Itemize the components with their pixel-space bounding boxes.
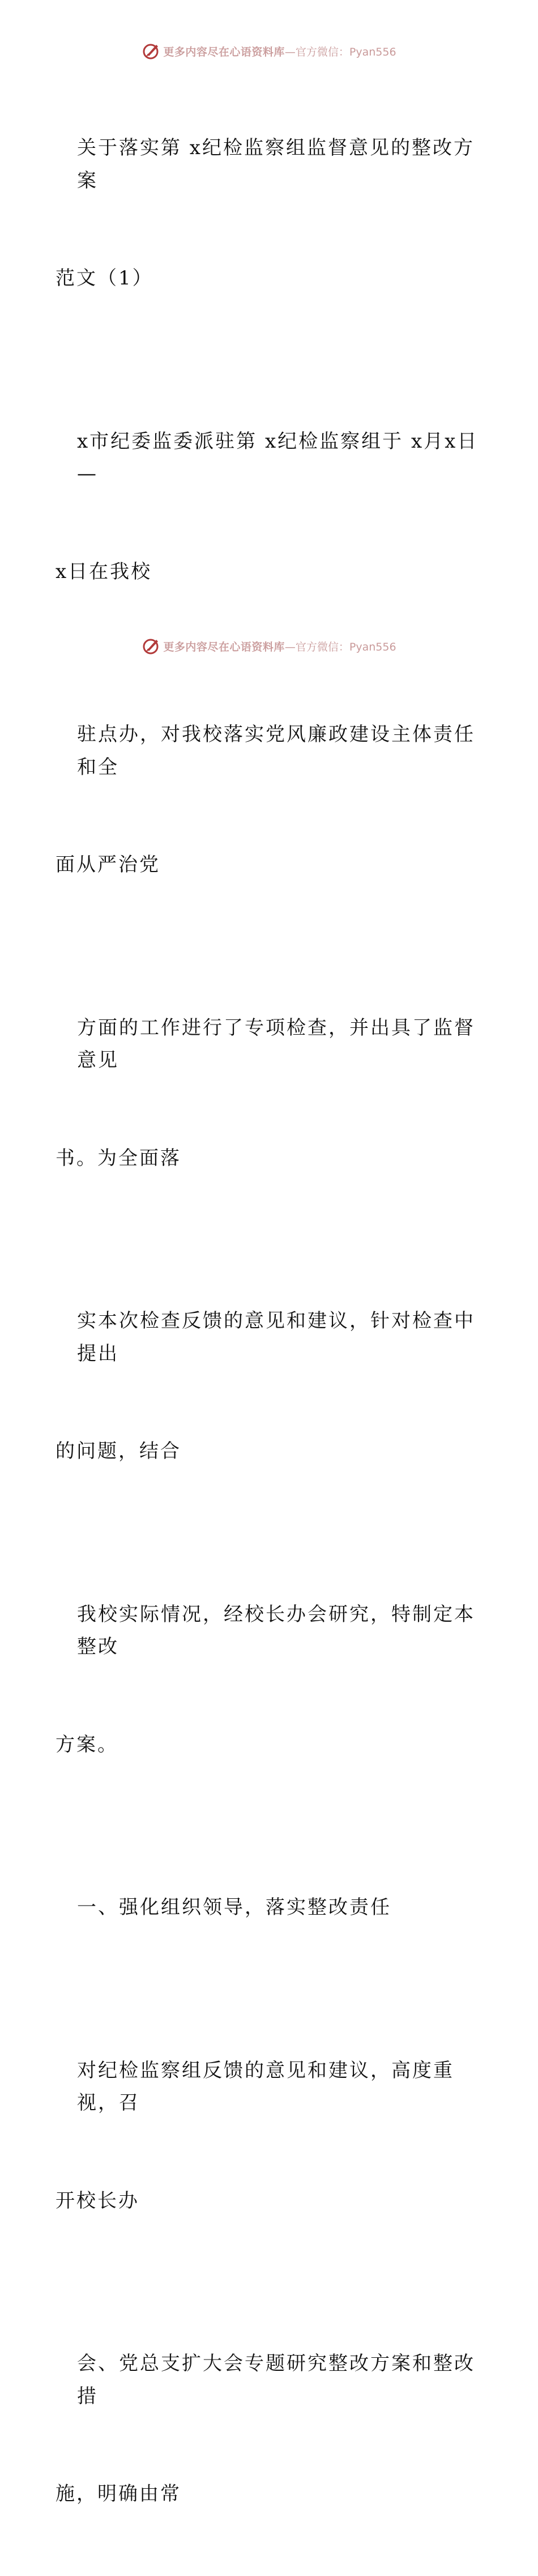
paragraph-line: 我校实际情况，经校长办会研究，特制定本整改 (77, 1602, 475, 1658)
quill-pen-circle-logo-icon (142, 636, 161, 656)
banner-contact-text: —官方微信：Pyan556 (284, 45, 396, 58)
paragraph-line: 对纪检监察组反馈的意见和建议，高度重视，召 (77, 2059, 454, 2114)
quill-pen-circle-logo-icon (142, 41, 161, 61)
paragraph (55, 1533, 486, 1827)
paragraph-line: 书。为全面落 (55, 1146, 181, 1170)
paragraph-line: 方面的工作进行了专项检查，并出具了监督意见 (77, 1016, 475, 1072)
paragraph (55, 947, 486, 1240)
paragraph-line: x日在我校 (55, 560, 152, 583)
paragraph-line: 关于落实第 x纪检监察组监督意见的整改方案 (77, 137, 475, 192)
paragraph-line: x市纪委监委派驻第 x纪检监察组于 x月x日— (77, 430, 479, 485)
document-body (55, 67, 486, 2576)
banner-brand-text: 更多内容尽在心语资料库 (163, 45, 285, 58)
paragraph-line: 驻点办，对我校落实党风廉政建设主体责任和全 (77, 723, 475, 779)
paragraph-line: 施，明确由常 (55, 2483, 181, 2505)
paragraph-line: 一、强化组织领导，落实整改责任 (77, 1896, 391, 1919)
section-heading (55, 1826, 486, 1990)
paragraph-title (55, 67, 486, 360)
header-banner (0, 40, 538, 62)
paragraph-line: 会、党总支扩大会专题研究整改方案和整改措 (77, 2352, 475, 2408)
paragraph-line: 方案。 (55, 1733, 118, 1756)
paragraph-line: 范文（1） (55, 267, 153, 290)
paragraph (55, 360, 486, 654)
paragraph-line: 面从严治党 (55, 853, 160, 876)
footer-banner (0, 635, 538, 657)
paragraph-line: 开校长办 (55, 2189, 139, 2212)
paragraph (55, 653, 486, 947)
paragraph-line: 实本次检查反馈的意见和建议，针对检查中提出 (77, 1310, 475, 1365)
banner-contact-text: —官方微信：Pyan556 (284, 640, 396, 653)
paragraph (55, 1990, 486, 2283)
banner-brand-text: 更多内容尽在心语资料库 (163, 640, 285, 653)
paragraph (55, 1240, 486, 1533)
paragraph (55, 2282, 486, 2576)
paragraph-line: 的问题，结合 (55, 1440, 181, 1463)
